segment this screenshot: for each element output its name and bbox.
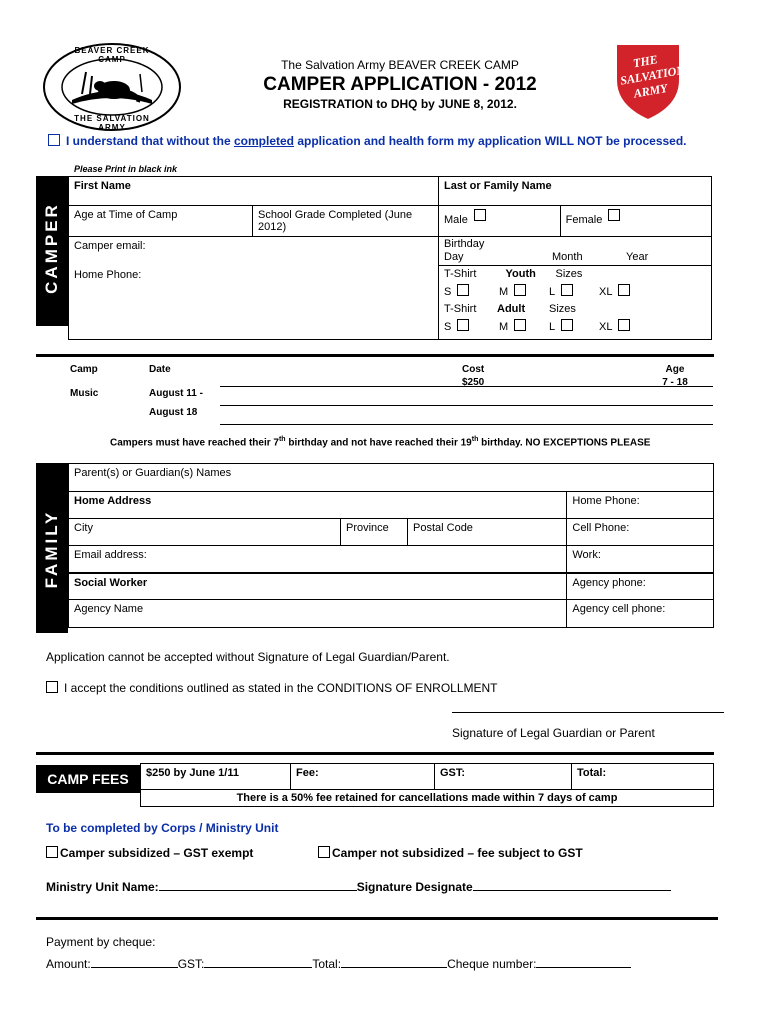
adult-size-l[interactable]: L bbox=[549, 319, 573, 333]
gst-field[interactable]: GST: bbox=[435, 764, 572, 790]
male-option[interactable]: Male bbox=[439, 206, 561, 237]
accept-checkbox[interactable] bbox=[46, 681, 58, 693]
logo-bottom-text: THE SALVATION ARMY bbox=[74, 114, 150, 132]
camp-row-line-2 bbox=[220, 405, 713, 406]
camp-row-line-3 bbox=[220, 424, 713, 425]
female-checkbox[interactable] bbox=[608, 209, 620, 221]
print-note: Please Print in black ink bbox=[74, 164, 178, 174]
camp-date-start: August 11 - bbox=[149, 388, 203, 399]
social-worker-field[interactable]: Social Worker bbox=[69, 573, 567, 600]
province-field[interactable]: Province bbox=[341, 519, 408, 546]
camp-name: Music bbox=[70, 388, 99, 399]
ministry-signature-row: Ministry Unit Name: Signature Designate bbox=[46, 880, 671, 894]
payment-row: Amount: GST: Total: Cheque number: bbox=[46, 957, 631, 971]
processing-notice: I understand that without the completed application and health form my application WILL NOT be processed. bbox=[48, 134, 748, 148]
agency-cell-field[interactable]: Agency cell phone: bbox=[567, 600, 714, 628]
home-address-field[interactable]: Home Address bbox=[69, 492, 567, 519]
camper-table bbox=[68, 176, 712, 340]
fees-table bbox=[140, 763, 714, 807]
signature-required-note: Application cannot be accepted without Signature of Legal Guardian/Parent. bbox=[46, 650, 450, 664]
family-side-label: FAMILY bbox=[36, 463, 68, 633]
family-email-field[interactable]: Email address: bbox=[69, 546, 567, 573]
youth-size-m[interactable]: M bbox=[499, 284, 526, 298]
not-subsidized-option[interactable]: Camper not subsidized – fee subject to GST bbox=[318, 846, 583, 860]
col-date: Date bbox=[149, 364, 171, 375]
camper-email-field[interactable]: Camper email: bbox=[69, 237, 439, 266]
guardian-signature-label: Signature of Legal Guardian or Parent bbox=[452, 726, 655, 740]
accept-conditions: I accept the conditions outlined as stated in the CONDITIONS OF ENROLLMENT bbox=[46, 681, 498, 695]
age-rule-notice: Campers must have reached their 7th birthday and not have reached their 19th birthday. NO EXCEPTIONS PLEASE bbox=[110, 436, 651, 449]
city-field[interactable]: City bbox=[69, 519, 341, 546]
home-phone-field[interactable]: Home Phone: bbox=[69, 266, 439, 340]
fees-section-divider bbox=[36, 752, 714, 755]
shield-text: THE SALVATION ARMY bbox=[619, 52, 686, 101]
grade-field[interactable]: School Grade Completed (June 2012) bbox=[253, 206, 439, 237]
youth-size-xl[interactable]: XL bbox=[599, 284, 630, 298]
camp-logo bbox=[42, 42, 182, 132]
col-age: Age bbox=[665, 364, 685, 375]
youth-size-l[interactable]: L bbox=[549, 284, 573, 298]
cost-value: $250 bbox=[462, 377, 485, 388]
amount-input[interactable] bbox=[91, 967, 178, 968]
agency-phone-field[interactable]: Agency phone: bbox=[567, 573, 714, 600]
corps-heading: To be completed by Corps / Ministry Unit bbox=[46, 821, 279, 835]
cell-phone-field[interactable]: Cell Phone: bbox=[567, 519, 714, 546]
agency-name-field[interactable]: Agency Name bbox=[69, 600, 567, 628]
col-cost: Cost bbox=[462, 364, 485, 375]
age-value: 7 - 18 bbox=[662, 377, 688, 388]
logo-top-text: BEAVER CREEK CAMP bbox=[74, 46, 150, 64]
salvation-army-shield-icon bbox=[612, 40, 684, 122]
subsidized-option[interactable]: Camper subsidized – GST exempt bbox=[46, 846, 253, 860]
youth-size-s[interactable]: S bbox=[444, 284, 469, 298]
work-phone-field[interactable]: Work: bbox=[567, 546, 714, 573]
adult-size-options bbox=[439, 317, 712, 340]
col-camp: Camp bbox=[70, 364, 98, 375]
youth-tshirt-row: T-Shirt Youth Sizes bbox=[439, 266, 712, 283]
payment-section-divider bbox=[36, 917, 718, 920]
registration-deadline: REGISTRATION to DHQ by JUNE 8, 2012. bbox=[283, 97, 517, 111]
camp-fees-label: CAMP FEES bbox=[36, 765, 140, 793]
total-field[interactable]: Total: bbox=[572, 764, 714, 790]
payment-by-cheque: Payment by cheque: bbox=[46, 935, 156, 949]
age-field[interactable]: Age at Time of Camp bbox=[69, 206, 253, 237]
fee-field[interactable]: Fee: bbox=[291, 764, 435, 790]
camper-side-label: CAMPER bbox=[36, 176, 68, 326]
notice-checkbox[interactable] bbox=[48, 134, 60, 146]
male-checkbox[interactable] bbox=[474, 209, 486, 221]
payment-total-input[interactable] bbox=[341, 967, 447, 968]
adult-size-xl[interactable]: XL bbox=[599, 319, 630, 333]
camp-date-end: August 18 bbox=[149, 407, 198, 418]
first-name-field[interactable]: First Name bbox=[69, 177, 439, 206]
parents-names-field[interactable]: Parent(s) or Guardian(s) Names bbox=[69, 464, 714, 492]
postal-code-field[interactable]: Postal Code bbox=[408, 519, 567, 546]
guardian-signature-line[interactable] bbox=[452, 712, 724, 713]
cheque-number-input[interactable] bbox=[536, 967, 631, 968]
subsidized-checkbox[interactable] bbox=[46, 846, 58, 858]
not-subsidized-checkbox[interactable] bbox=[318, 846, 330, 858]
camp-row-line-1 bbox=[220, 386, 713, 387]
family-home-phone-field[interactable]: Home Phone: bbox=[567, 492, 714, 519]
camp-section-divider bbox=[36, 354, 714, 357]
female-option[interactable]: Female bbox=[560, 206, 711, 237]
family-table bbox=[68, 463, 714, 628]
last-name-field[interactable]: Last or Family Name bbox=[439, 177, 712, 206]
payment-gst-input[interactable] bbox=[204, 967, 312, 968]
birthday-field[interactable]: Birthday Day Month Year bbox=[439, 237, 712, 266]
signature-designate-input[interactable] bbox=[473, 890, 671, 891]
fee-price: $250 by June 1/11 bbox=[141, 764, 291, 790]
cancellation-note: There is a 50% fee retained for cancellations made within 7 days of camp bbox=[141, 790, 714, 807]
adult-size-m[interactable]: M bbox=[499, 319, 526, 333]
page-title: CAMPER APPLICATION - 2012 bbox=[263, 74, 537, 95]
org-camp-name: The Salvation Army BEAVER CREEK CAMP bbox=[281, 58, 519, 72]
youth-size-options bbox=[439, 282, 712, 301]
adult-tshirt-row: T-Shirt Adult Sizes bbox=[439, 301, 712, 317]
ministry-unit-input[interactable] bbox=[159, 890, 357, 891]
adult-size-s[interactable]: S bbox=[444, 319, 469, 333]
